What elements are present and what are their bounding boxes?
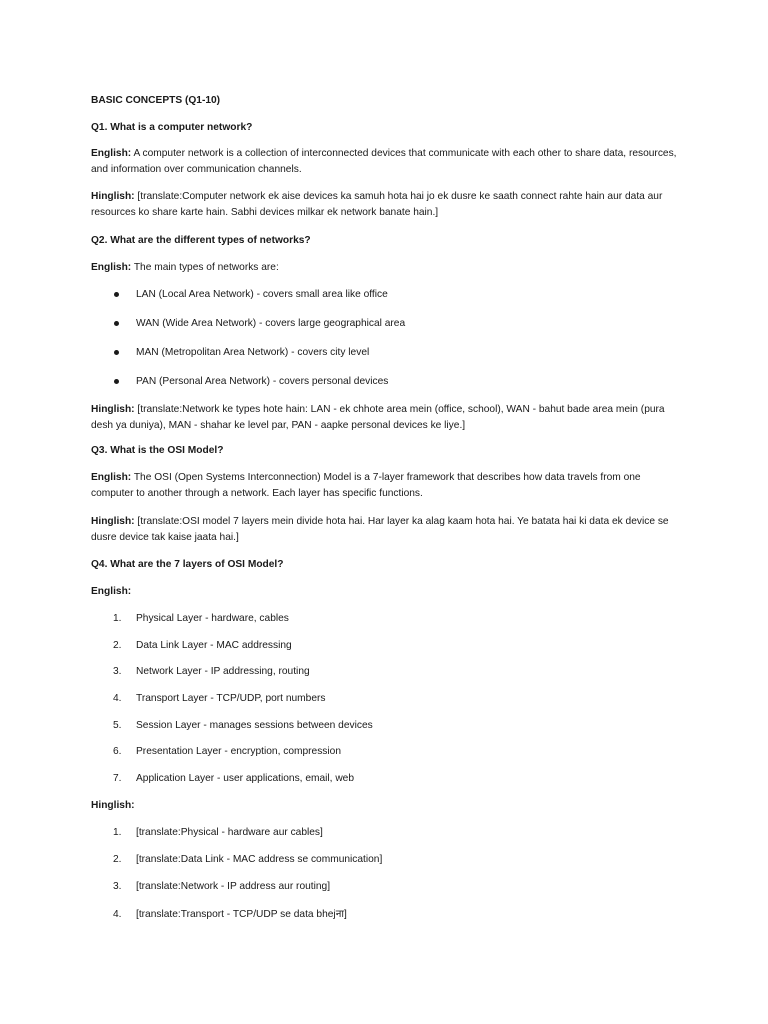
list-number: 2.	[113, 854, 122, 865]
list-number: 4.	[113, 693, 122, 704]
list-number: 2.	[113, 640, 122, 651]
q4-question: Q4. What are the 7 layers of OSI Model?	[91, 559, 284, 570]
hinglish-label: Hinglish:	[91, 404, 135, 415]
english-label: English:	[91, 262, 132, 273]
q2-english-text: The main types of networks are:	[131, 262, 279, 273]
bullet-icon	[114, 288, 122, 302]
list-number: 6.	[113, 746, 122, 757]
list-item: Presentation Layer - encryption, compression	[136, 746, 341, 757]
list-item: LAN (Local Area Network) - covers small area like office	[136, 289, 388, 300]
section-title: BASIC CONCEPTS (Q1-10)	[91, 95, 221, 106]
list-number: 5.	[113, 720, 122, 731]
english-label: English:	[91, 148, 132, 159]
list-item: PAN (Personal Area Network) - covers personal devices	[136, 376, 389, 387]
list-item: Transport Layer - TCP/UDP, port numbers	[136, 693, 326, 704]
q1-hinglish-paragraph	[91, 189, 681, 221]
list-item: Application Layer - user applications, email, web	[136, 773, 355, 784]
english-label: English:	[91, 472, 132, 483]
list-item: [translate:Network - IP address aur routing]	[136, 881, 331, 892]
list-number: 1.	[113, 613, 122, 624]
q1-question: Q1. What is a computer network?	[91, 122, 253, 133]
bullet-icon	[114, 375, 122, 389]
list-item: MAN (Metropolitan Area Network) - covers city level	[136, 347, 370, 358]
list-number: 7.	[113, 773, 122, 784]
list-item: Network Layer - IP addressing, routing	[136, 666, 310, 677]
list-item: [translate:Data Link - MAC address se communication]	[136, 854, 383, 865]
q3-question: Q3. What is the OSI Model?	[91, 445, 224, 456]
list-number: 4.	[113, 909, 122, 920]
list-item: [translate:Physical - hardware aur cables]	[136, 827, 323, 838]
hinglish-label: Hinglish:	[91, 516, 135, 527]
q2-question: Q2. What are the different types of networks?	[91, 235, 311, 246]
hinglish-label: Hinglish:	[91, 800, 135, 811]
hinglish-label: Hinglish:	[91, 191, 135, 202]
list-item: Data Link Layer - MAC addressing	[136, 640, 292, 651]
bullet-icon	[114, 346, 122, 360]
list-item: Physical Layer - hardware, cables	[136, 613, 289, 624]
q1-hinglish-text: [translate:Computer network ek aise devices ka samuh hota hai jo ek dusre ke saath connect rahte hain aur data aur resources ko share karte hain. Sabhi devices milkar ek network banate hain.]	[91, 191, 663, 218]
q3-hinglish-paragraph	[91, 514, 681, 546]
list-item: Session Layer - manages sessions between devices	[136, 720, 373, 731]
q2-hinglish-paragraph	[91, 402, 681, 434]
q2-hinglish-text: [translate:Network ke types hote hain: LAN - ek chhote area mein (office, school), WAN - bahut bade area mein (pura desh ya duniya), MAN - shahar ke level par, PAN - aapke personal devices ke liye.]	[91, 404, 665, 431]
list-item: WAN (Wide Area Network) - covers large geographical area	[136, 318, 406, 329]
list-number: 1.	[113, 827, 122, 838]
q3-english-text: The OSI (Open Systems Interconnection) Model is a 7-layer framework that describes how data travels from one computer to another through a network. Each layer has specific functions.	[91, 472, 641, 499]
list-number: 3.	[113, 666, 122, 677]
list-item: [translate:Transport - TCP/UDP se data bhejना]	[136, 909, 347, 920]
q1-english-paragraph	[91, 146, 681, 178]
q3-english-paragraph	[91, 470, 681, 502]
list-number: 3.	[113, 881, 122, 892]
english-label: English:	[91, 586, 132, 597]
bullet-icon	[114, 317, 122, 331]
q3-hinglish-text: [translate:OSI model 7 layers mein divide hota hai. Har layer ka alag kaam hota hai. Ye batata hai ki data ek device se dusre device tak kaise jaata hai.]	[91, 516, 669, 543]
q2-english-paragraph	[91, 261, 279, 275]
q1-english-text: A computer network is a collection of interconnected devices that communicate with each other to share data, resources, and information over communication channels.	[91, 148, 677, 175]
